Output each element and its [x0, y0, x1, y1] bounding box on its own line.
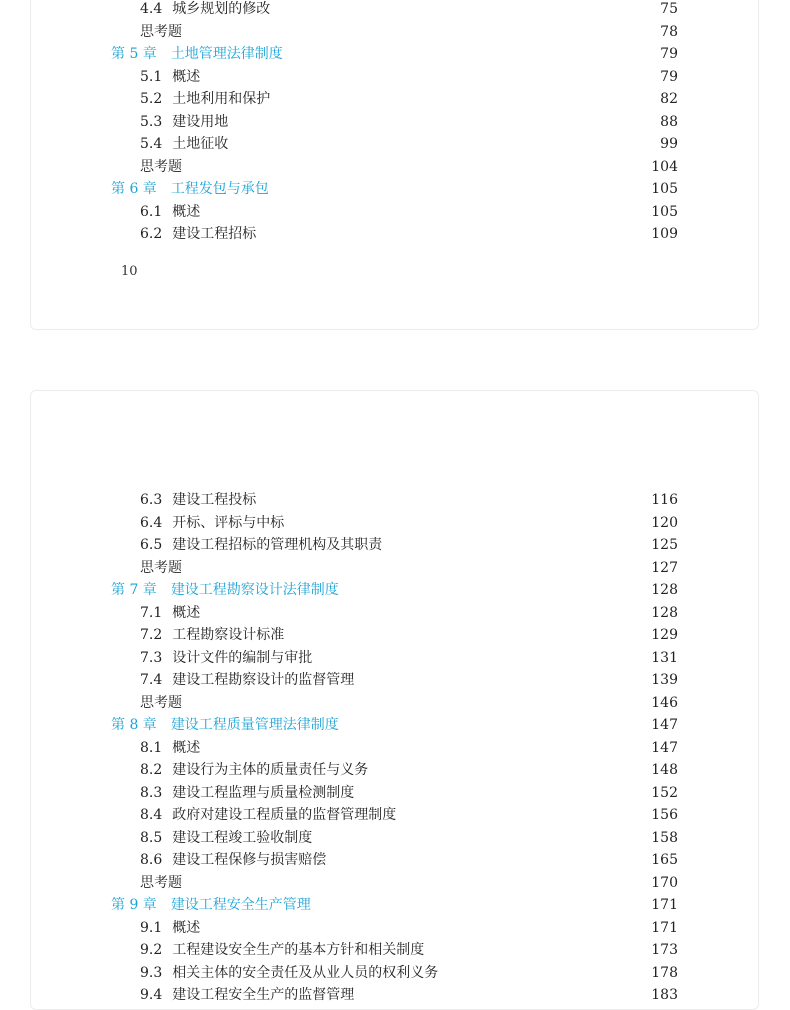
toc-page-number: 165 [638, 849, 678, 872]
toc-page-number: 131 [638, 647, 678, 670]
section-title: 土地征收 [172, 136, 229, 152]
toc-page-number: 170 [638, 872, 678, 895]
toc-entry-label [140, 939, 425, 962]
toc-section-entry[interactable] [31, 759, 758, 782]
section-title: 建设工程安全生产的监督管理 [172, 987, 355, 1003]
toc-entry-label [140, 759, 369, 782]
toc-questions-entry[interactable] [31, 872, 758, 895]
section-number: 8.5 [140, 829, 163, 846]
toc-section-entry[interactable] [31, 0, 758, 21]
toc-section-entry[interactable] [31, 962, 758, 985]
section-number: 7.1 [140, 604, 163, 621]
toc-entry-label [140, 223, 257, 246]
section-number: 6.4 [140, 514, 163, 531]
section-title: 建设行为主体的质量责任与义务 [172, 762, 369, 778]
section-title: 工程建设安全生产的基本方针和相关制度 [172, 942, 425, 958]
toc-section-entry[interactable] [31, 534, 758, 557]
toc-page-number: 75 [638, 0, 678, 21]
toc-page-number: 148 [638, 759, 678, 782]
toc-entry-label [140, 201, 201, 224]
toc-section-entry[interactable] [31, 737, 758, 760]
toc-entry-label [140, 133, 229, 156]
toc-entry-label [140, 849, 327, 872]
section-number: 6.3 [140, 492, 163, 508]
section-number: 8.1 [140, 739, 163, 756]
toc-page-number: 152 [638, 782, 678, 805]
toc-section-entry[interactable] [31, 201, 758, 224]
section-title: 开标、评标与中标 [172, 514, 285, 531]
toc-section-entry[interactable] [31, 804, 758, 827]
toc-section-entry[interactable] [31, 512, 758, 535]
section-number: 6.2 [140, 226, 163, 242]
toc-page-number: 147 [638, 714, 678, 737]
toc-section-entry[interactable] [31, 133, 758, 156]
toc-page-number: 146 [638, 692, 678, 715]
toc-section-entry[interactable] [31, 111, 758, 134]
toc-entry-label [140, 111, 229, 134]
toc-entry-label [140, 917, 201, 940]
toc-page-number: 104 [638, 156, 678, 179]
chapter-title: 工程发包与承包 [170, 181, 269, 197]
toc-page-number: 173 [638, 939, 678, 962]
toc-entry-label [111, 178, 270, 201]
section-title: 建设工程招标 [172, 226, 257, 242]
section-title: 政府对建设工程质量的监督管理制度 [172, 807, 397, 823]
chapter-title: 建设工程质量管理法律制度 [170, 717, 339, 733]
section-title: 概述 [172, 604, 201, 621]
toc-entry-label [140, 669, 355, 692]
toc-entry-label [140, 489, 257, 512]
toc-page-number: 147 [638, 737, 678, 760]
toc-page-number: 171 [638, 894, 678, 917]
toc-entry-label [140, 827, 313, 850]
toc-page-number: 171 [638, 917, 678, 940]
toc-entry-label [140, 534, 383, 557]
section-number: 7.3 [140, 649, 163, 666]
toc-page-number: 178 [638, 962, 678, 985]
toc-entry-label [140, 984, 355, 1007]
section-number: 8.4 [140, 807, 163, 823]
toc-section-entry[interactable] [31, 647, 758, 670]
toc-page-number: 78 [638, 21, 678, 44]
section-title: 思考题 [140, 158, 182, 175]
section-title: 土地利用和保护 [172, 91, 271, 107]
toc-page-number: 109 [638, 223, 678, 246]
toc-entry-label [140, 804, 397, 827]
toc-section-entry[interactable] [31, 939, 758, 962]
toc-section-entry[interactable] [31, 602, 758, 625]
toc-page-number: 125 [638, 534, 678, 557]
toc-page-number: 88 [638, 111, 678, 134]
toc-section-entry[interactable] [31, 827, 758, 850]
section-title: 思考题 [140, 559, 182, 576]
toc-page-top [30, 0, 759, 330]
toc-page-number: 116 [638, 489, 678, 512]
toc-entry-label [111, 714, 340, 737]
section-number: 8.2 [140, 762, 163, 778]
toc-chapter-entry[interactable] [31, 714, 758, 737]
chapter-title: 建设工程安全生产管理 [170, 897, 311, 913]
toc-page-number: 128 [638, 602, 678, 625]
toc-page-number: 79 [638, 66, 678, 89]
toc-page-number: 82 [638, 88, 678, 111]
toc-page-number: 79 [638, 43, 678, 66]
section-title: 建设工程监理与质量检测制度 [172, 784, 355, 801]
toc-page-number: 183 [638, 984, 678, 1007]
toc-section-entry[interactable] [31, 624, 758, 647]
section-title: 建设工程竣工验收制度 [172, 829, 313, 846]
toc-entry-label [111, 579, 340, 602]
toc-entry-label [140, 66, 201, 89]
section-number: 5.1 [140, 68, 163, 85]
toc-page-number: 120 [638, 512, 678, 535]
toc-questions-entry[interactable] [31, 557, 758, 580]
section-title: 建设工程保修与损害赔偿 [172, 852, 327, 868]
section-title: 建设工程招标的管理机构及其职责 [172, 537, 383, 553]
section-number: 7.2 [140, 627, 163, 643]
section-title: 概述 [172, 919, 201, 936]
section-number: 5.4 [140, 136, 163, 152]
toc-section-entry[interactable] [31, 669, 758, 692]
toc-entry-label [140, 737, 201, 760]
toc-page-number: 99 [638, 133, 678, 156]
toc-page-number: 127 [638, 557, 678, 580]
toc-page-number: 105 [638, 178, 678, 201]
chapter-number: 第 8 章 [111, 717, 157, 733]
section-title: 概述 [172, 203, 201, 220]
section-title: 概述 [172, 739, 201, 756]
toc-page-number: 158 [638, 827, 678, 850]
section-title: 建设用地 [172, 113, 229, 130]
toc-chapter-entry[interactable] [31, 894, 758, 917]
section-number: 9.2 [140, 942, 163, 958]
section-number: 9.1 [140, 919, 163, 936]
section-title: 思考题 [140, 23, 182, 40]
toc-entry-label [140, 156, 183, 179]
section-number: 6.1 [140, 203, 163, 220]
section-number: 8.3 [140, 784, 163, 801]
chapter-number: 第 7 章 [111, 582, 157, 598]
toc-entry-label [140, 692, 183, 715]
toc-section-entry[interactable] [31, 984, 758, 1007]
section-title: 思考题 [140, 874, 182, 891]
toc-page-number: 139 [638, 669, 678, 692]
chapter-title: 土地管理法律制度 [170, 46, 283, 62]
section-title: 概述 [172, 68, 201, 85]
toc-page-number: 128 [638, 579, 678, 602]
toc-entry-label [140, 0, 271, 21]
section-number: 4.4 [140, 1, 163, 17]
toc-entry-label [140, 647, 313, 670]
toc-entry-label [111, 43, 284, 66]
toc-section-entry[interactable] [31, 223, 758, 246]
section-number: 7.4 [140, 672, 163, 688]
chapter-number: 第 5 章 [111, 46, 157, 62]
toc-chapter-entry[interactable] [31, 43, 758, 66]
section-number: 5.2 [140, 91, 163, 107]
toc-entry-label [140, 624, 285, 647]
toc-entry-label [140, 872, 183, 895]
toc-section-entry[interactable] [31, 782, 758, 805]
toc-section-entry[interactable] [31, 917, 758, 940]
section-title: 设计文件的编制与审批 [172, 649, 313, 666]
toc-questions-entry[interactable] [31, 156, 758, 179]
toc-entry-label [140, 782, 355, 805]
toc-section-entry[interactable] [31, 88, 758, 111]
section-title: 工程勘察设计标准 [172, 627, 285, 643]
chapter-title: 建设工程勘察设计法律制度 [170, 582, 339, 598]
toc-section-entry[interactable] [31, 66, 758, 89]
page-number-footer: 10 [121, 264, 138, 279]
toc-section-entry[interactable] [31, 849, 758, 872]
section-title: 相关主体的安全责任及从业人员的权利义务 [172, 964, 439, 981]
toc-page-number: 156 [638, 804, 678, 827]
section-title: 思考题 [140, 694, 182, 711]
toc-entry-label [140, 602, 201, 625]
toc-page-number: 129 [638, 624, 678, 647]
toc-entry-label [140, 557, 183, 580]
toc-entry-label [140, 962, 439, 985]
toc-entry-label [140, 88, 271, 111]
toc-questions-entry[interactable] [31, 21, 758, 44]
section-title: 城乡规划的修改 [172, 1, 271, 17]
section-title: 建设工程投标 [172, 492, 257, 508]
section-number: 8.6 [140, 852, 163, 868]
toc-entry-label [140, 21, 183, 44]
section-number: 5.3 [140, 113, 163, 130]
chapter-number: 第 9 章 [111, 897, 157, 913]
toc-page-number: 105 [638, 201, 678, 224]
section-number: 9.4 [140, 987, 163, 1003]
toc-questions-entry[interactable] [31, 692, 758, 715]
toc-section-entry[interactable] [31, 489, 758, 512]
toc-chapter-entry[interactable] [31, 579, 758, 602]
toc-list-bottom [31, 489, 758, 1007]
section-number: 6.5 [140, 537, 163, 553]
chapter-number: 第 6 章 [111, 181, 157, 197]
toc-chapter-entry[interactable] [31, 178, 758, 201]
toc-page-bottom [30, 390, 759, 1010]
section-number: 9.3 [140, 964, 163, 981]
toc-list-top [31, 0, 758, 246]
toc-entry-label [140, 512, 285, 535]
toc-entry-label [111, 894, 312, 917]
section-title: 建设工程勘察设计的监督管理 [172, 672, 355, 688]
